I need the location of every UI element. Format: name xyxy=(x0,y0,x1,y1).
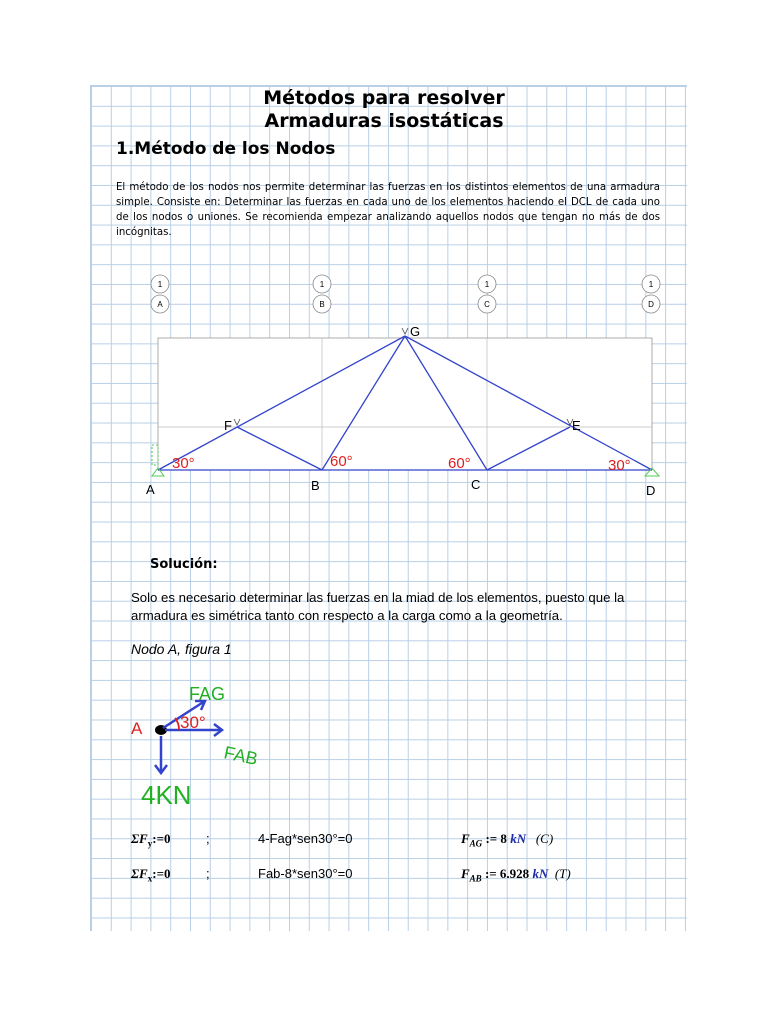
equation-row-1: $\Sigma F_y:=0$ xyxy=(131,831,171,849)
angle-label-b: 60° xyxy=(330,453,353,470)
svg-text:1: 1 xyxy=(648,280,654,289)
page-title-line-1: Métodos para resolver xyxy=(263,87,505,109)
equation-mid-1: 4-Fag*sen30°=0 xyxy=(258,831,353,846)
grid-bubble-a xyxy=(151,275,169,313)
frame-box xyxy=(158,338,652,470)
fig-force-ag-label: FAG xyxy=(189,684,226,704)
grid-bubble-b xyxy=(313,275,331,313)
svg-text:D: D xyxy=(648,300,654,309)
equation-result-2: $F_{AB}$ := 6.928 kN (T) xyxy=(461,866,571,884)
intro-paragraph: El método de los nodos nos permite determinar las fuerzas en los distintos elementos de una armadura simple. Consiste en: Determinar las fuerzas en cada uno de los elementos haciendo el DCL de cada uno de los nodos o uniones. Se recomienda empezar analizando aquellos nodos que tengan no más de dos incógnitas. xyxy=(116,182,660,238)
node-label-d: D xyxy=(646,483,656,498)
grid-bubble-c xyxy=(478,275,496,313)
truss-diagram xyxy=(140,270,670,500)
node-label-b: B xyxy=(311,478,320,493)
angle-label-a: 30° xyxy=(172,455,195,472)
svg-text:1: 1 xyxy=(319,280,325,289)
svg-text:A: A xyxy=(157,300,163,309)
svg-text:1: 1 xyxy=(157,280,163,289)
angle-label-c: 60° xyxy=(448,455,471,472)
grid-bubble-d xyxy=(642,275,660,313)
equation-mid-2: Fab-8*sen30°=0 xyxy=(258,866,353,881)
equation-row-2: $\Sigma F_x:=0$ xyxy=(131,866,171,884)
svg-text:C: C xyxy=(484,300,490,309)
fig-force-ab-label: FAB xyxy=(222,742,260,769)
fig-node-label: A xyxy=(131,719,143,738)
angle-label-d: 30° xyxy=(608,457,631,474)
node-a-heading: Nodo A, figura 1 xyxy=(131,641,232,657)
page-title-line-2: Armaduras isostáticas xyxy=(264,110,504,132)
load-arrow-icon xyxy=(155,736,167,773)
section-title: 1.Método de los Nodos xyxy=(116,139,336,159)
equation-result-1: $F_{AG}$ := 8 kN (C) xyxy=(461,831,554,849)
equation-sep-1: ; xyxy=(206,831,210,846)
solution-heading: Solución: xyxy=(150,557,218,572)
load-g-icon xyxy=(402,328,408,334)
node-label-g: G xyxy=(410,324,421,339)
solution-text: Solo es necesario determinar las fuerzas en la miad de los elementos, puesto que la armadura es simétrica tanto con respecto a la carga como a la geometría. xyxy=(131,590,625,623)
node-label-c: C xyxy=(471,477,481,492)
node-a-figure xyxy=(125,668,275,813)
fig-load-label: 4KN xyxy=(141,780,192,810)
node-label-a: A xyxy=(146,482,155,497)
svg-text:B: B xyxy=(319,300,325,309)
node-label-e: E xyxy=(572,418,581,433)
fig-angle-label: 30° xyxy=(180,713,206,732)
equation-sep-2: ; xyxy=(206,866,210,881)
node-label-f: F xyxy=(224,418,232,433)
angle-arc xyxy=(175,718,179,730)
svg-text:1: 1 xyxy=(484,280,490,289)
